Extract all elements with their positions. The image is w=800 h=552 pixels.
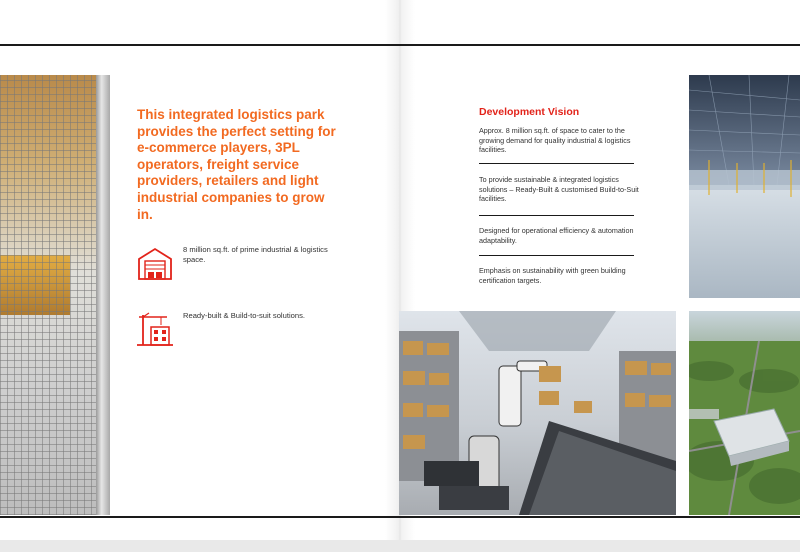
intro-headline: This integrated logistics park provides the perfect setting for e-commerce players, 3PL operators, freight service providers, retailers and light industrial companies to grow in. [137,107,336,222]
vision-item: Designed for operational efficiency & automation adaptability. [479,226,634,245]
vision-divider [479,255,634,256]
wire-mesh-warehouse-photo [0,75,110,515]
vision-item: Emphasis on sustainability with green building certification targets. [479,266,626,285]
vision-divider [479,163,634,164]
bottom-rule [0,516,800,518]
vision-item: Approx. 8 million sq.ft. of space to cater to the growing demand for quality industrial & logistics facilities. [479,126,631,154]
warehouse-icon [137,245,173,281]
construction-crane-icon [137,311,173,347]
vision-title: Development Vision [479,106,580,118]
bottom-strip [0,540,800,552]
empty-warehouse-photo [689,75,800,298]
vision-divider [479,215,634,216]
feature-build-text: Ready-built & Build-to-suit solutions. [183,311,305,320]
robotic-warehouse-photo [399,311,676,515]
aerial-logistics-park-photo [689,311,800,515]
feature-space-text: 8 million sq.ft. of prime industrial & logistics space. [183,245,328,264]
vision-item: To provide sustainable & integrated logistics solutions – Ready-Built & customised Build-to-Suit facilities. [479,175,639,203]
top-rule [0,44,800,46]
